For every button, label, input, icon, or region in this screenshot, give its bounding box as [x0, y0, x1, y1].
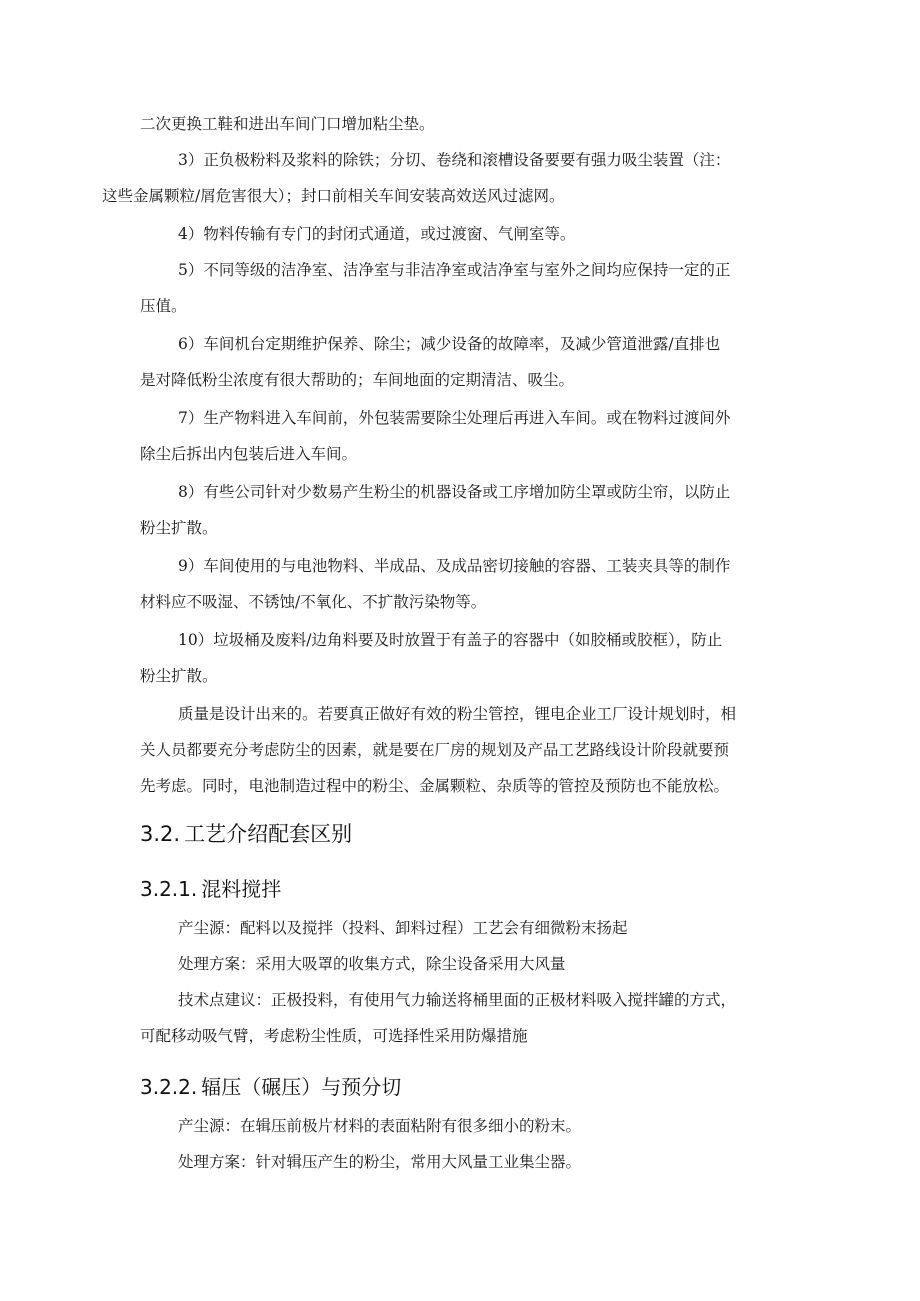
list-item-9 — [140, 548, 790, 620]
text-line: 先考虑。同时，电池制造过程中的粉尘、金属颗粒、杂质等的管控及预防也不能放松。 — [140, 777, 730, 795]
text-line: 是对降低粉尘浓度有很大帮助的；车间地面的定期清洁、吸尘。 — [140, 371, 575, 389]
solution-paragraph — [140, 946, 790, 982]
list-item-7 — [140, 400, 790, 472]
section-number: 3.2.1. — [140, 877, 198, 901]
text-line: 产尘源：配料以及搅拌（投料、卸料过程）工艺会有细微粉末扬起 — [178, 919, 628, 937]
text-line: 9）车间使用的与电池物料、半成品、及成品密切接触的容器、工装夹具等的制作 — [178, 557, 731, 575]
text-line: 6）车间机台定期维护保养、除尘；减少设备的故障率，及减少管道泄露/直排也 — [178, 335, 721, 353]
text-line: 处理方案：采用大吸罩的收集方式，除尘设备采用大风量 — [178, 955, 566, 973]
text-line: 技术点建议：正极投料，有使用气力输送将桶里面的正极材料吸入搅拌罐的方式， — [178, 991, 737, 1009]
section-number: 3.2. — [140, 822, 181, 846]
list-item-10 — [140, 622, 790, 694]
text-line: 处理方案：针对辑压产生的粉尘，常用大风量工业集尘器。 — [178, 1153, 582, 1171]
text-line: 粉尘扩散。 — [140, 519, 218, 537]
text-line: 除尘后拆出内包装后进入车间。 — [140, 445, 358, 463]
dust-source-paragraph — [140, 1108, 790, 1144]
text-line: 压值。 — [140, 297, 187, 315]
text-line: 10）垃圾桶及废料/边角料要及时放置于有盖子的容器中（如胶桶或胶框），防止 — [178, 631, 723, 649]
solution-paragraph — [140, 1144, 790, 1180]
summary-paragraph — [140, 696, 790, 804]
list-item-8 — [140, 474, 790, 546]
text-line: 粉尘扩散。 — [140, 667, 218, 685]
text-line: 4）物料传输有专门的封闭式通道，或过渡窗、气闸室等。 — [178, 225, 576, 243]
list-item-5 — [140, 252, 790, 324]
list-item-3 — [102, 142, 790, 214]
section-heading-3-2-2 — [140, 1071, 401, 1100]
text-line: 3）正负极粉料及浆料的除铁；分切、卷绕和滚槽设备要要有强力吸尘装置（注： — [178, 151, 731, 169]
text-line: 8）有些公司针对少数易产生粉尘的机器设备或工序增加防尘罩或防尘帘，以防止 — [178, 483, 731, 501]
text-line: 质量是设计出来的。若要真正做好有效的粉尘管控，锂电企业工厂设计规划时，相 — [178, 705, 737, 723]
section-title: 辐压（碾压）与预分切 — [201, 1075, 402, 1099]
section-number: 3.2.2. — [140, 1075, 198, 1099]
list-item-6 — [140, 326, 790, 398]
dust-source-paragraph — [140, 910, 790, 946]
text-line: 产尘源：在辑压前极片材料的表面粘附有很多细小的粉末。 — [178, 1117, 582, 1135]
technical-advice-paragraph — [140, 982, 790, 1054]
list-item-4 — [140, 216, 790, 252]
paragraph-continuation — [140, 106, 790, 142]
text-line: 二次更换工鞋和进出车间门口增加粘尘垫。 — [140, 115, 435, 133]
text-line: 可配移动吸气臂，考虑粉尘性质，可选择性采用防爆措施 — [140, 1027, 528, 1045]
text-line: 7）生产物料进入车间前，外包装需要除尘处理后再进入车间。或在物料过渡间外 — [178, 409, 731, 427]
text-line: 关人员都要充分考虑防尘的因素，就是要在厂房的规划及产品工艺路线设计阶段就要预 — [140, 741, 730, 759]
text-line: 这些金属颗粒/屑危害很大）；封口前相关车间安装高效送风过滤网。 — [102, 187, 565, 205]
section-heading-3-2 — [140, 818, 352, 848]
section-title: 工艺介绍配套区别 — [184, 822, 353, 846]
section-heading-3-2-1 — [140, 873, 281, 902]
section-title: 混料搅拌 — [201, 877, 282, 901]
text-line: 5）不同等级的洁净室、洁净室与非洁净室或洁净室与室外之间均应保持一定的正 — [178, 261, 731, 279]
text-line: 材料应不吸湿、不锈蚀/不氧化、不扩散污染物等。 — [140, 593, 487, 611]
